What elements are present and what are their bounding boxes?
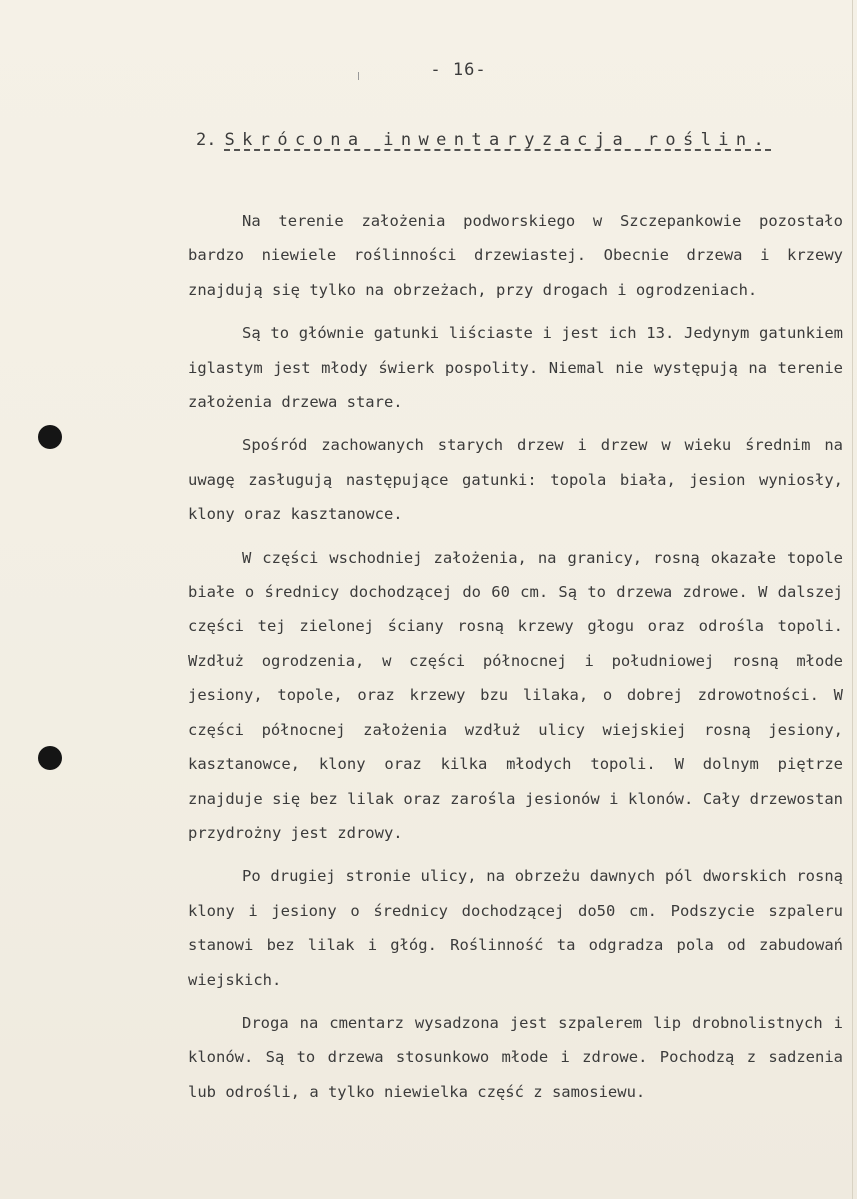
paragraph: Spośród zachowanych starych drzew i drzew w wieku średnim na uwagę zasługują następujące gatunki: topola biała, jesion wyniosły, klony oraz kasztanowce. (188, 436, 843, 524)
paragraph: Na terenie założenia podworskiego w Szczepankowie pozostało bardzo niewiele roślinności drzewiastej. Obecnie drzewa i krzewy znajdują się tylko na obrzeżach, przy drogach i ogrodzeniach. (188, 212, 843, 299)
paragraph: Są to głównie gatunki liściaste i jest ich 13. Jedynym gatunkiem iglastym jest młody świerk pospolity. Niemal nie występują na terenie założenia drzewa stare. (188, 324, 843, 412)
punch-hole-bottom (38, 746, 62, 770)
paragraph: Po drugiej stronie ulicy, na obrzeżu dawnych pól dworskich rosną klony i jesiony o średnicy dochodzącej do50 cm. Podszycie szpaleru stanowi bez lilak i głóg. Roślinność ta odgradza pola od zabudowań wiejskich. (188, 867, 843, 989)
page-number: - 16- (430, 60, 487, 80)
paragraph: Droga na cmentarz wysadzona jest szpalerem lip drobnolistnych i klonów. Są to drzewa stosunkowo młode i zdrowe. Pochodzą z sadzenia lub odrośli, a tylko niewielka część z samosiewu. (188, 1013, 843, 1101)
page-edge (852, 0, 853, 1199)
section-number: 2. (196, 130, 217, 150)
punch-hole-top (38, 425, 62, 449)
section-heading (196, 130, 771, 150)
paragraph: W części wschodniej założenia, na granicy, rosną okazałe topole białe o średnicy dochodzącej do 60 cm. Są to drzewa zdrowe. W dalszej części tej zielonej ściany rosną krzewy głogu oraz odrośla topoli. Wzdłuż ogrodzenia, w części północnej i południowej rosną młode jesiony, topole, oraz krzewy bzu lilaka, o dobrej zdrowotności. W części północnej założenia wzdłuż ulicy wiejskiej rosną jesiony, kasztanowce, klony oraz kilka młodych topoli. W dolnym piętrze znajduje się bez lilak oraz zarośla jesionów i klonów. Cały drzewostan przydrożny jest zdrowy. (188, 548, 843, 842)
body-text (188, 204, 843, 1109)
section-title: Skrócona inwentaryzacja roślin. (224, 130, 772, 150)
